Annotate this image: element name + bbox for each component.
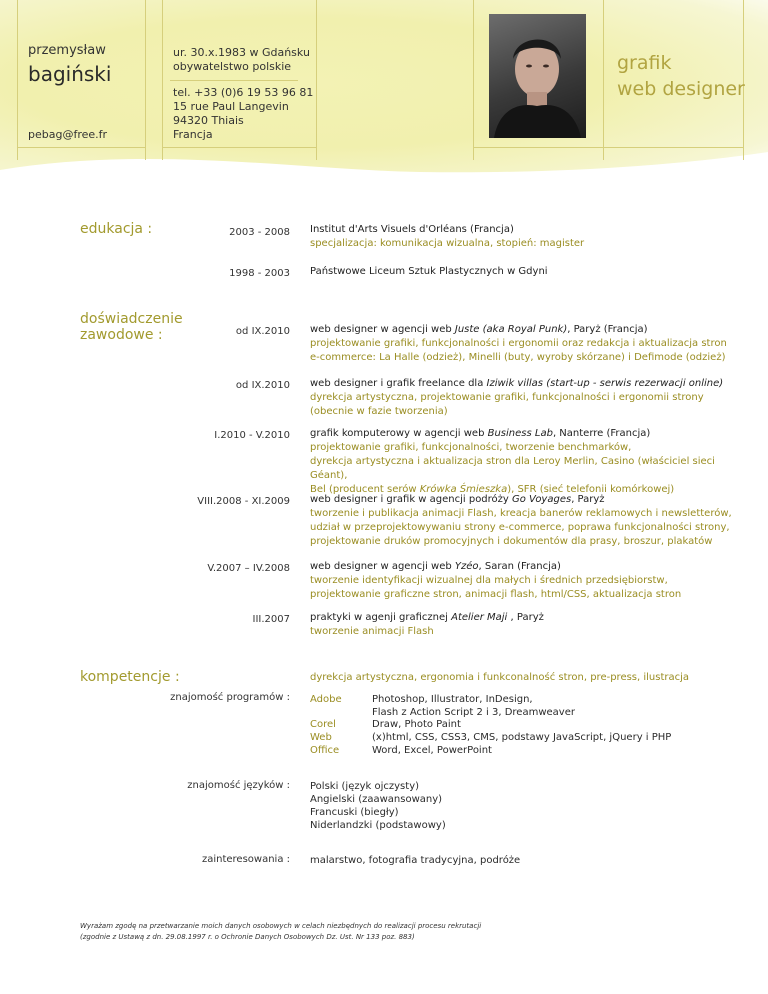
interests-label: zainteresowania : xyxy=(201,854,290,865)
software-line: Draw, Photo Paint xyxy=(372,719,461,730)
job-desc: tworzenie identyfikacji wizualnej dla małych i średnich przedsiębiorstw, xyxy=(310,575,668,586)
job-title xyxy=(310,493,750,507)
edu-sub: specjalizacja: komunikacja wizualna, stopień: magister xyxy=(310,238,585,249)
job-title-text: praktyki w agenji graficznej xyxy=(310,612,452,623)
job-location: , Nanterre (Francja) xyxy=(552,428,651,439)
edu-entry xyxy=(310,265,750,279)
job-desc: dyrekcja artystyczna i aktualizacja stron dla Leroy Merlin, Casino (właściciel sieci Géant), xyxy=(310,456,715,481)
portrait-photo xyxy=(489,14,586,138)
job-date: VIII.2008 - XI.2009 xyxy=(197,496,290,507)
phone: tel. +33 (0)6 19 53 96 81 xyxy=(173,86,314,99)
frame-line xyxy=(145,0,146,160)
job-title xyxy=(310,427,750,441)
citizenship: obywatelstwo polskie xyxy=(173,60,292,73)
skills-summary: dyrekcja artystyczna, ergonomia i funkconalność stron, pre-press, ilustracja xyxy=(310,672,690,683)
street: 15 rue Paul Langevin xyxy=(173,100,289,113)
software-line: Photoshop, Illustrator, InDesign, xyxy=(372,694,533,705)
job-company: Go Voyages xyxy=(512,494,572,505)
job-desc: projektowanie grafiki, funkcjonalności i ergonomii oraz redakcja i aktualizacja stron xyxy=(310,338,727,349)
frame-line xyxy=(162,147,316,148)
job-desc-brand: Krówka Śmieszka xyxy=(419,484,508,495)
job-desc: projektowanie graficzne stron, animacji flash, html/CSS, aktualizacja stron xyxy=(310,589,682,600)
frame-line xyxy=(473,147,603,148)
job-company: Juste (aka Royal Punk) xyxy=(454,324,568,335)
city: 94320 Thiais xyxy=(173,114,244,127)
edu-date: 1998 - 2003 xyxy=(229,268,290,279)
role-title: grafik xyxy=(617,52,672,74)
interests-text: malarstwo, fotografia tradycyjna, podróże xyxy=(310,855,521,866)
software-vendor: Adobe xyxy=(310,694,342,705)
gdpr-consent xyxy=(80,921,481,943)
job-desc: dyrekcja artystyczna, projektowanie grafiki, funkcjonalności i ergonomii strony xyxy=(310,392,704,403)
divider xyxy=(170,80,298,81)
section-education-title: edukacja : xyxy=(80,221,153,237)
section-experience-title-1: doświadczenie xyxy=(80,311,183,327)
job-entry xyxy=(310,611,750,639)
frame-line xyxy=(473,0,474,160)
job-title xyxy=(310,560,750,574)
job-desc: tworzenie animacji Flash xyxy=(310,626,434,637)
job-desc: projektowanie druków promocyjnych i dokumentów dla prasy, broszur, plakatów xyxy=(310,536,713,547)
job-date: V.2007 – IV.2008 xyxy=(207,563,290,574)
job-entry xyxy=(310,427,750,497)
software-line: (x)html, CSS, CSS3, CMS, podstawy JavaScript, jQuery i PHP xyxy=(372,732,672,743)
job-entry xyxy=(310,323,750,365)
consent-line: Wyrażam zgodę na przetwarzanie moich danych osobowych w celach niezbędnych do realizacji procesu rekrutacji xyxy=(80,922,482,930)
job-desc: (obecnie w fazie tworzenia) xyxy=(310,406,448,417)
job-date: od IX.2010 xyxy=(235,380,290,391)
last-name: bagiński xyxy=(28,62,112,86)
job-desc: udział w przeprojektowywaniu strony e-commerce, poprawa funkcjonalności strony, xyxy=(310,522,730,533)
birth-info: ur. 30.x.1983 w Gdańsku xyxy=(173,46,310,59)
job-desc: projektowanie grafiki, funkcjonalności, tworzenie benchmarków, xyxy=(310,442,632,453)
job-title-text: web designer i grafik w agencji podróży xyxy=(310,494,513,505)
edu-date: 2003 - 2008 xyxy=(229,227,290,238)
software-line: Flash z Action Script 2 i 3, Dreamweaver xyxy=(372,707,575,718)
job-desc-text: ), SFR (sieć telefonii komórkowej) xyxy=(507,484,675,495)
job-date: III.2007 xyxy=(252,614,290,625)
header-wave xyxy=(0,130,768,190)
job-title-text: web designer i grafik freelance dla xyxy=(310,378,487,389)
email: pebag@free.fr xyxy=(28,128,108,141)
language-item: Angielski (zaawansowany) xyxy=(310,794,443,805)
frame-line xyxy=(162,0,163,160)
consent-line: (zgodnie z Ustawą z dn. 29.08.1997 r. o Ochronie Danych Osobowych Dz. Ust. Nr 133 poz. 883) xyxy=(80,933,415,941)
frame-line xyxy=(316,0,317,160)
job-date: od IX.2010 xyxy=(235,326,290,337)
job-company: Yzéo xyxy=(454,561,479,572)
job-title-text: web designer w agencji web xyxy=(310,324,455,335)
job-desc: e-commerce: La Halle (odzież), Minelli (buty, wyroby skórzane) i Defimode (odzież) xyxy=(310,352,726,363)
job-entry xyxy=(310,377,750,419)
edu-title: Państwowe Liceum Sztuk Plastycznych w Gdyni xyxy=(310,266,548,277)
language-item: Niderlandzki (podstawowy) xyxy=(310,820,446,831)
language-item: Polski (język ojczysty) xyxy=(310,781,420,792)
job-location: , Paryż (Francja) xyxy=(567,324,648,335)
job-desc: tworzenie i publikacja animacji Flash, kreacja banerów reklamowych i newsletterów, xyxy=(310,508,732,519)
frame-line xyxy=(17,0,18,160)
edu-entry xyxy=(310,223,750,251)
job-title xyxy=(310,377,750,391)
job-location: , Paryż xyxy=(507,612,544,623)
job-company: Business Lab xyxy=(487,428,553,439)
software-label: znajomość programów : xyxy=(170,692,290,703)
role-subtitle: web designer xyxy=(617,78,745,100)
job-title-text: web designer w agencji web xyxy=(310,561,455,572)
job-company: Atelier Maji xyxy=(451,612,508,623)
section-skills-title: kompetencje : xyxy=(80,669,180,685)
job-entry xyxy=(310,560,750,602)
software-vendor: Office xyxy=(310,745,340,756)
software-vendor: Corel xyxy=(310,719,336,730)
software-vendor: Web xyxy=(310,732,332,743)
languages-label: znajomość języków : xyxy=(187,780,290,791)
job-title xyxy=(310,611,750,625)
job-company: Iziwik villas (start-up - serwis rezerwacji online) xyxy=(486,378,724,389)
software-list xyxy=(372,693,575,719)
frame-line xyxy=(603,147,743,148)
frame-line xyxy=(603,0,604,160)
language-item: Francuski (biegły) xyxy=(310,807,399,818)
first-name: przemysław xyxy=(28,43,106,58)
software-line: Word, Excel, PowerPoint xyxy=(372,745,492,756)
edu-title: Institut d'Arts Visuels d'Orléans (Francja) xyxy=(310,224,514,235)
country: Francja xyxy=(173,128,213,141)
section-experience-title xyxy=(80,311,183,343)
job-location: , Paryż xyxy=(571,494,605,505)
languages-list xyxy=(310,780,446,832)
job-title xyxy=(310,323,750,337)
section-experience-title-2: zawodowe : xyxy=(80,327,163,343)
frame-line xyxy=(17,147,145,148)
job-title-text: grafik komputerowy w agencji web xyxy=(310,428,488,439)
job-date: I.2010 - V.2010 xyxy=(214,430,290,441)
job-entry xyxy=(310,493,750,549)
job-location: , Saran (Francja) xyxy=(478,561,561,572)
job-desc-text: Bel (producent serów xyxy=(310,484,420,495)
